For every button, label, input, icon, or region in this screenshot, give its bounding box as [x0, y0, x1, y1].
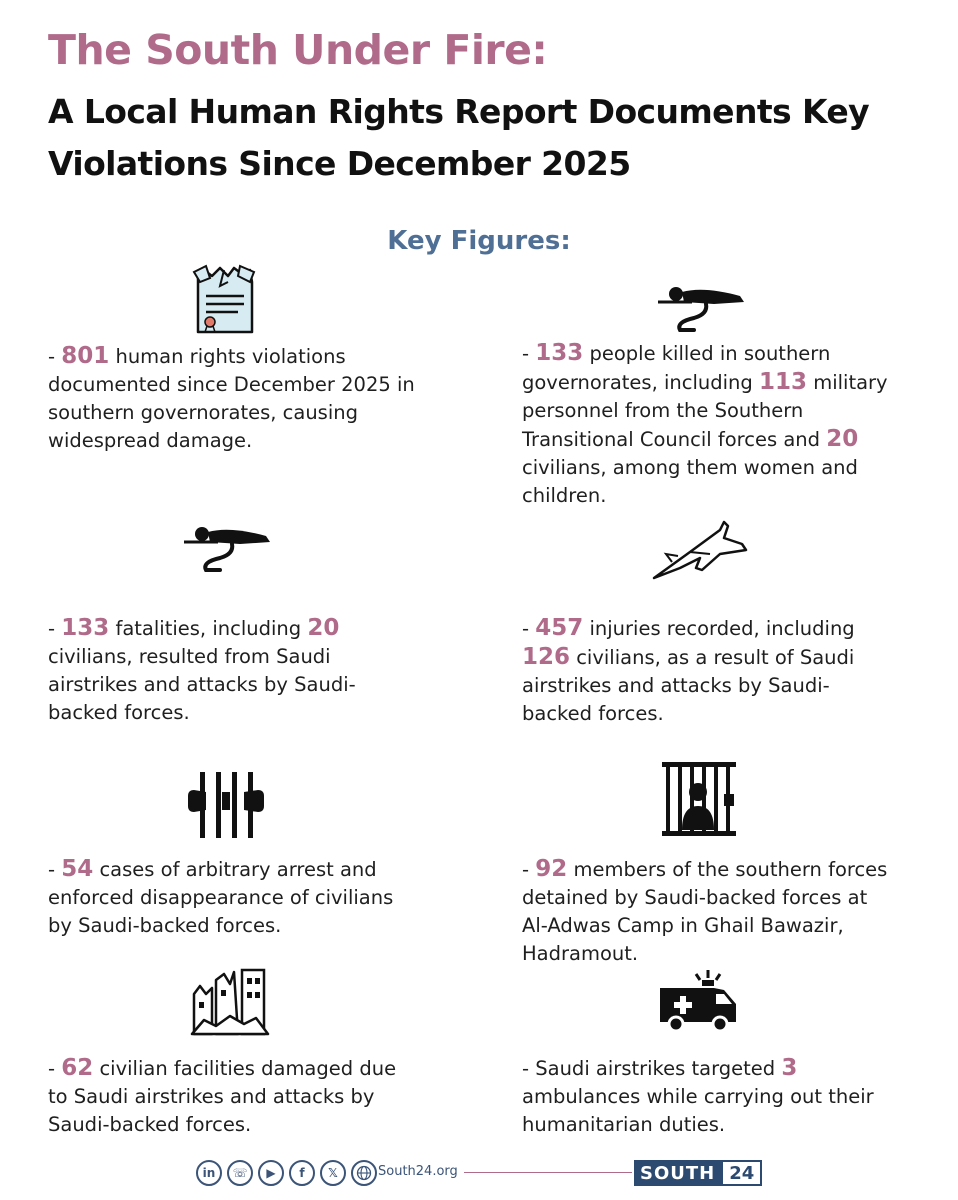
- globe-icon[interactable]: [351, 1160, 377, 1186]
- facilities-number: 62: [61, 1055, 94, 1081]
- website-link[interactable]: South24.org: [378, 1164, 458, 1179]
- violations-number: 801: [61, 343, 110, 369]
- fallen-person-icon: [180, 520, 276, 576]
- fallen-person-icon: [654, 282, 750, 334]
- killed-number: 133: [535, 340, 584, 366]
- detained-number: 92: [535, 856, 568, 882]
- footer: [196, 1158, 776, 1188]
- fatalities-civilians-number: 20: [307, 615, 340, 641]
- page-title: The South Under Fire:: [48, 26, 548, 74]
- fact-injuries: - 457 injuries recorded, including 126 civilians, as a result of Saudi airstrikes and attacks by Saudi-backed forces.: [522, 615, 855, 725]
- injuries-number: 457: [535, 615, 584, 641]
- fact-violations: - 801 human rights violations documented since December 2025 in southern governorates, causing widespread damage.: [48, 343, 415, 452]
- youtube-icon[interactable]: ▶: [258, 1160, 284, 1186]
- linkedin-icon[interactable]: in: [196, 1160, 222, 1186]
- fact-people-killed: - 133 people killed in southern governorates, including 113 military personnel from the Southern Transitional Council forces and 20 civilians, among them women and children.: [522, 340, 888, 507]
- prison-cell-icon: [660, 760, 738, 838]
- fact-arbitrary-arrest: - 54 cases of arbitrary arrest and enforced disappearance of civilians by Saudi-backed forces.: [48, 856, 394, 937]
- whatsapp-icon[interactable]: ☏: [227, 1160, 253, 1186]
- facebook-icon[interactable]: f: [289, 1160, 315, 1186]
- arrest-number: 54: [61, 856, 94, 882]
- injured-civilians-number: 126: [522, 644, 571, 670]
- page-subtitle: A Local Human Rights Report Documents Key Violations Since December 2025: [48, 92, 870, 183]
- fighter-jet-icon: [650, 518, 748, 582]
- destroyed-buildings-icon: [190, 964, 270, 1036]
- fact-detained-members: - 92 members of the southern forces detained by Saudi-backed forces at Al-Adwas Camp in Ghail Bawazir, Hadramout.: [522, 856, 888, 965]
- brand-logo: SOUTH 24: [634, 1160, 762, 1186]
- ambulances-number: 3: [781, 1055, 798, 1081]
- fatalities-number: 133: [61, 615, 110, 641]
- fact-ambulances-targeted: - Saudi airstrikes targeted 3 ambulances while carrying out their humanitarian duties.: [522, 1055, 874, 1136]
- footer-divider: [464, 1172, 632, 1173]
- fact-facilities-damaged: - 62 civilian facilities damaged due to Saudi airstrikes and attacks by Saudi-backed forces.: [48, 1055, 397, 1136]
- fact-fatalities: - 133 fatalities, including 20 civilians, resulted from Saudi airstrikes and attacks by Saudi-backed forces.: [48, 615, 356, 724]
- hands-behind-bars-icon: [186, 770, 266, 840]
- military-number: 113: [758, 369, 807, 395]
- section-heading: Key Figures:: [387, 226, 571, 256]
- x-twitter-icon[interactable]: 𝕏: [320, 1160, 346, 1186]
- torn-document-icon: [190, 262, 260, 338]
- ambulance-icon: [658, 966, 740, 1032]
- civilians-number: 20: [826, 426, 859, 452]
